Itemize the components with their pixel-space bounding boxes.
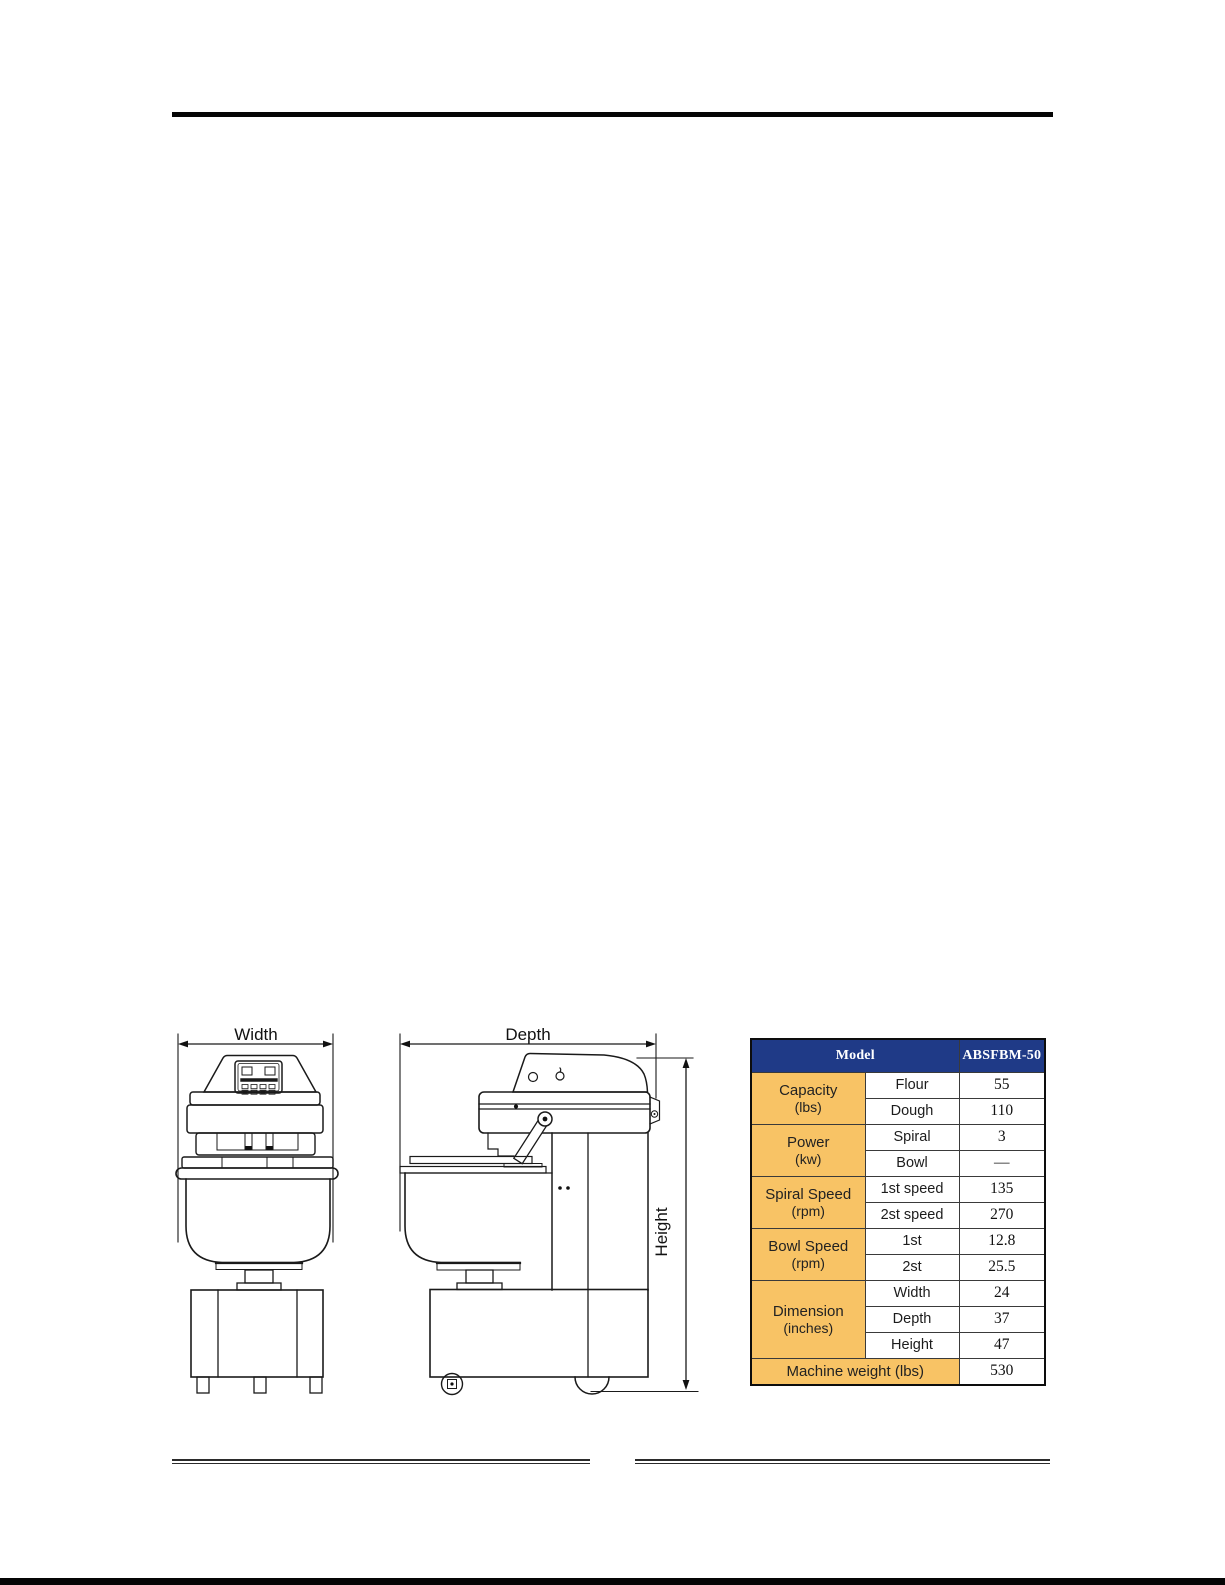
spec-value: 55 (959, 1073, 1045, 1099)
depth-dim-label: Depth (505, 1025, 551, 1044)
table-row (751, 1124, 1045, 1150)
table-row (751, 1176, 1045, 1202)
bowl-outline (405, 1173, 520, 1263)
mixer-side-view-drawing (388, 1025, 700, 1400)
spec-table (750, 1038, 1046, 1386)
table-header-row (751, 1039, 1045, 1073)
height-dim-label: Height (652, 1207, 671, 1257)
spec-name: Width (865, 1280, 959, 1306)
group-power: Power (kw) (751, 1124, 865, 1176)
arrow-left-icon (178, 1041, 188, 1048)
arrow-right-icon (646, 1041, 656, 1048)
page-bottom-edge (0, 1578, 1225, 1585)
bowl-outline (186, 1179, 330, 1263)
group-bowl-speed: Bowl Speed (rpm) (751, 1228, 865, 1280)
table-footer-row (751, 1358, 1045, 1385)
spec-name: Height (865, 1332, 959, 1358)
arrow-left-icon (400, 1041, 410, 1048)
spec-value: 3 (959, 1124, 1045, 1150)
machine-weight-label: Machine weight (lbs) (751, 1358, 959, 1385)
spec-value: 270 (959, 1202, 1045, 1228)
footer-rule-left (172, 1459, 590, 1464)
footer-rule-right (635, 1459, 1050, 1464)
model-header-cell: Model (751, 1039, 959, 1073)
spec-value: 25.5 (959, 1254, 1045, 1280)
spec-value: 37 (959, 1306, 1045, 1332)
arrow-down-icon (683, 1380, 690, 1390)
caster-wheel (442, 1374, 463, 1395)
header-rule (172, 112, 1053, 117)
group-spiral-speed: Spiral Speed (rpm) (751, 1176, 865, 1228)
spec-name: 2st speed (865, 1202, 959, 1228)
spec-name: Dough (865, 1098, 959, 1124)
spec-value: 135 (959, 1176, 1045, 1202)
spec-value: 12.8 (959, 1228, 1045, 1254)
table-row (751, 1228, 1045, 1254)
spec-value: 24 (959, 1280, 1045, 1306)
spec-name: Spiral (865, 1124, 959, 1150)
spec-name: 2st (865, 1254, 959, 1280)
spec-value: 110 (959, 1098, 1045, 1124)
spec-name: 1st (865, 1228, 959, 1254)
group-dimension: Dimension (inches) (751, 1280, 865, 1358)
table-row (751, 1280, 1045, 1306)
spec-name: Bowl (865, 1150, 959, 1176)
model-value-cell: ABSFBM-50 (959, 1039, 1045, 1073)
width-dim-label: Width (234, 1025, 278, 1044)
spec-value: 47 (959, 1332, 1045, 1358)
table-row (751, 1073, 1045, 1099)
spiral-arm (514, 1116, 549, 1163)
spec-name: 1st speed (865, 1176, 959, 1202)
spec-name: Depth (865, 1306, 959, 1332)
control-panel (235, 1061, 282, 1094)
group-capacity: Capacity (lbs) (751, 1073, 865, 1125)
machine-weight-value: 530 (959, 1358, 1045, 1385)
arrow-up-icon (683, 1058, 690, 1068)
caster-wheel (575, 1377, 609, 1394)
spec-value: — (959, 1150, 1045, 1176)
spec-name: Flour (865, 1073, 959, 1099)
arrow-right-icon (323, 1041, 333, 1048)
mixer-front-view-drawing (160, 1025, 355, 1400)
